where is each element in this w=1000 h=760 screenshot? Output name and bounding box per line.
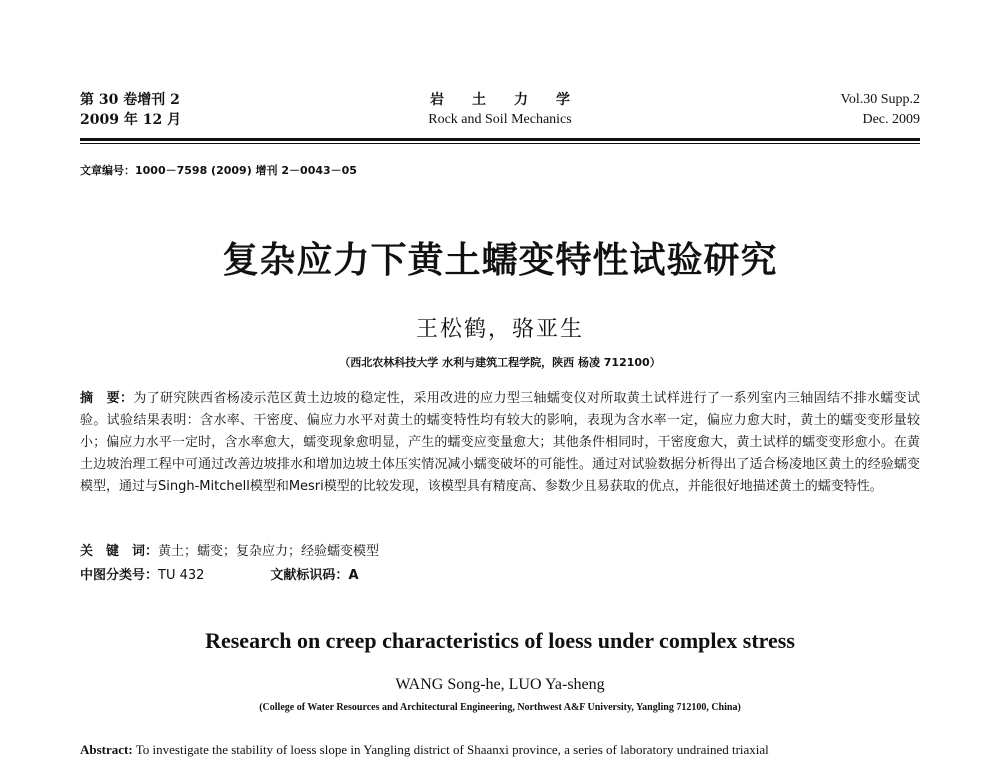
header-volume: 第 30 卷增刊 2	[80, 92, 180, 108]
clc-label: 中图分类号：	[80, 568, 159, 583]
article-number-label: 文章编号：	[80, 164, 135, 177]
keywords-cn-text: 黄土；蠕变；复杂应力；经验蠕变模型	[158, 544, 380, 559]
keywords-cn	[80, 542, 379, 562]
affiliation-cn: （西北农林科技大学 水利与建筑工程学院，陕西 杨凌 712100）	[339, 356, 661, 369]
abstract-en-label: Abstract:	[80, 742, 133, 757]
affiliation-en: (College of Water Resources and Architectural Engineering, Northwest A&F University, Yangling 712100, China)	[259, 702, 741, 713]
abstract-cn-text: 为了研究陕西省杨凌示范区黄土边坡的稳定性，采用改进的应力型三轴蠕变仪对所取黄土试样进行了一系列室内三轴固结不排水蠕变试验。试验结果表明：含水率、干密度、偏应力水平对黄土的蠕变特性均有较大的影响，表现为含水率一定，偏应力愈大时，黄土的蠕变变形量较小；偏应力水平一定时，含水率愈大，蠕变现象愈明显，产生的蠕变应变量愈大；其他条件相同时，干密度愈大，黄土试样的蠕变变形愈小。在黄土边坡治理工程中可通过改善边坡排水和增加边坡土体压实情况减小蠕变破坏的可能性。通过对试验数据分析得出了适合杨凌地区黄土的经验蠕变模型，通过与Singh-Mitchell模型和Mesri模型的比较发现，该模型具有精度高、参数少且易获取的优点，并能很好地描述黄土的蠕变特性。	[80, 391, 920, 494]
keywords-cn-label: 关 键 词：	[80, 544, 159, 559]
title-cn: 复杂应力下黄土蠕变特性试验研究	[222, 240, 778, 281]
journal-name-cn: 岩土力学	[430, 92, 598, 108]
doc-code-value: A	[348, 568, 359, 583]
authors-en: WANG Song-he, LUO Ya-sheng	[395, 676, 605, 693]
abstract-en	[80, 740, 920, 760]
header-rule-thin	[80, 143, 920, 144]
journal-name-en: Rock and Soil Mechanics	[428, 112, 572, 127]
header-volume-en: Vol.30 Supp.2	[840, 92, 920, 107]
abstract-en-text: To investigate the stability of loess slope in Yangling district of Shaanxi province, a series of laboratory undrained triaxial	[132, 742, 769, 757]
article-number-value: 1000－7598 (2009) 增刊 2－0043－05	[135, 164, 357, 177]
header-rule-thick	[80, 138, 920, 141]
article-number	[80, 162, 357, 178]
abstract-cn-label: 摘 要：	[80, 391, 134, 406]
abstract-cn	[80, 388, 920, 498]
authors-cn: 王松鹤，骆亚生	[415, 317, 584, 342]
header-date: 2009 年 12 月	[80, 112, 182, 128]
doc-code-label: 文献标识码：	[270, 568, 349, 583]
clc-value: TU 432	[158, 568, 205, 583]
header-issue-info-en	[841, 90, 920, 130]
classification	[80, 566, 359, 586]
title-en: Research on creep characteristics of loess under complex stress	[205, 628, 795, 653]
header-date-en: Dec. 2009	[862, 112, 920, 127]
